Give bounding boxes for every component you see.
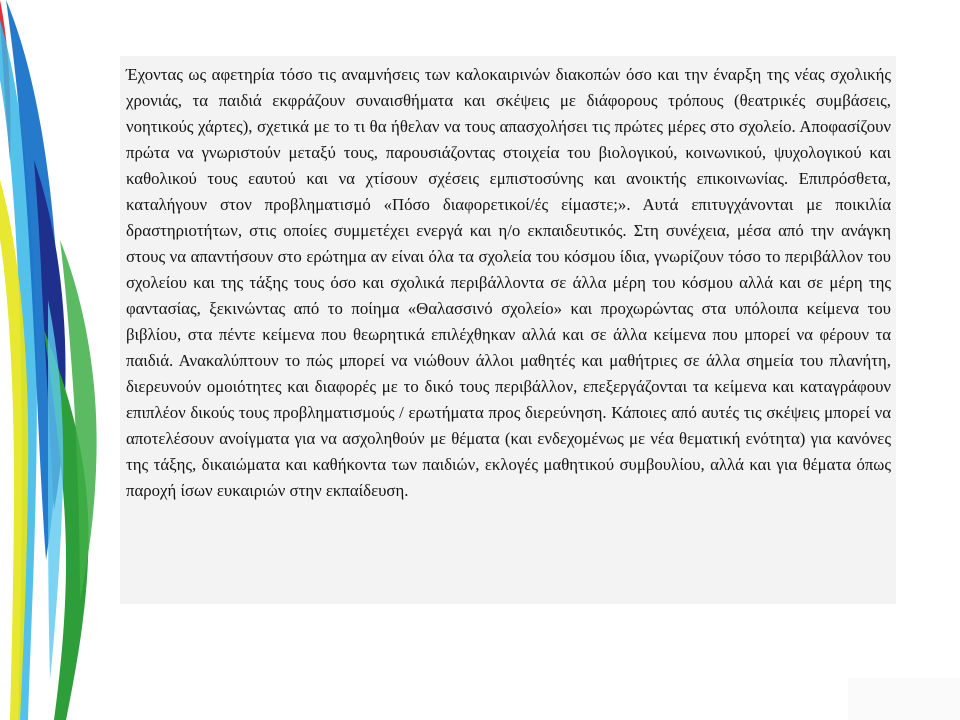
decorative-ribbons-graphic: [0, 0, 130, 720]
corner-placeholder: [848, 678, 960, 720]
body-paragraph: Έχοντας ως αφετηρία τόσο τις αναμνήσεις των καλοκαιρινών διακοπών όσο και την έναρξη της νέας σχολικής χρονιάς, τα παιδιά εκφράζουν συναισθήματα και σκέψεις με διάφορους τρόπους (θεατρικές συμβάσεις, νοητικούς χάρτες), σχετικά με το τι θα ήθελαν να τους απασχολήσει τις πρώτες μέρες στο σχολείο. Αποφασίζουν πρώτα να γνωριστούν μεταξύ τους, παρουσιάζοντας στοιχεία του βιολογικού, κοινωνικού, ψυχολογικού και καθολικού τους εαυτού και να χτίσουν σχέσεις εμπιστοσύνης και ανοικτής επικοινωνίας. Επιπρόσθετα, καταλήγουν στον προβληματισμό «Πόσο διαφορετικοί/ές είμαστε;». Αυτά επιτυγχάνονται με ποικιλία δραστηριοτήτων, στις οποίες συμμετέχει ενεργά και η/ο εκπαιδευτικός. Στη συνέχεια, μέσα από την ανάγκη στους να απαντήσουν στο ερώτημα αν είναι όλα τα σχολεία του κόσμου ίδια, γνωρίζουν τόσο το περιβάλλον του σχολείου και της τάξης τους όσο και σχολικά περιβάλλοντα σε άλλα μέρη του κόσμου αλλά και σε μέρη της φαντασίας, ξεκινώντας από το ποίημα «Θαλασσινό σχολείο» και προχωρώντας στα υπόλοιπα κείμενα του βιβλίου, στα πέντε κείμενα που θεωρητικά επιλέχθηκαν αλλά και σε άλλα κείμενα που μπορεί να φέρουν τα παιδιά. Ανακαλύπτουν το πώς μπορεί να νιώθουν άλλοι μαθητές και μαθήτριες σε άλλα σημεία του πλανήτη, διερευνούν ομοιότητες και διαφορές με το δικό τους περιβάλλον, επεξεργάζονται τα κείμενα και καταγράφουν επιπλέον δικούς τους προβληματισμούς / ερωτήματα προς διερεύνηση. Κάποιες από αυτές τις σκέψεις μπορεί να αποτελέσουν ανοίγματα για να ασχοληθούν με θέματα (και ενδεχομένως με νέα θεματική ενότητα) για κανόνες της τάξης, δικαιώματα και καθήκοντα των παιδιών, εκλογές μαθητικού συμβουλίου, αλλά και για θέματα όπως παροχή ίσων ευκαιριών στην εκπαίδευση.: [126, 65, 891, 500]
